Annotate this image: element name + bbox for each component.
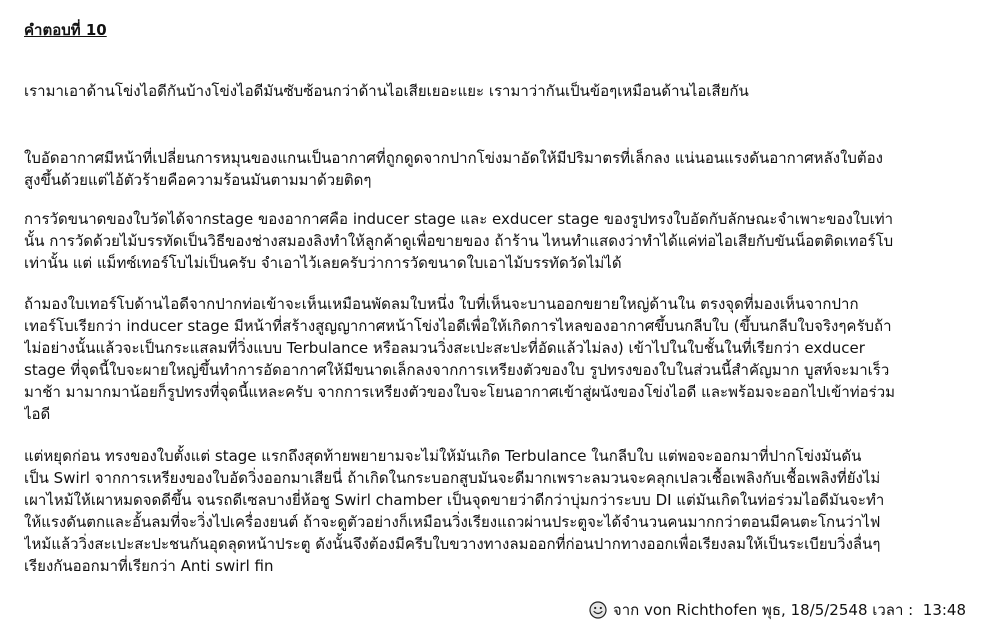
text-line: ถ้ามองใบเทอร์โบด้านไอดีจากปากท่อเข้าจะเห็นเหมือนพัดลมใบหนึ่ง ใบที่เห็นจะบานออกขยายใหญ่ด้านใน ตรงจุดที่มองเห็นจากปาก: [24, 295, 859, 313]
text-line: เรามาเอาด้านโข่งไอดีกันบ้างโข่งไอดีมันซับซ้อนกว่าด้านไอเสียเยอะแยะ เรามาว่ากันเป็นข้อๆเหมือนด้านไอเสียกัน: [24, 82, 749, 100]
text-line: stage ที่จุดนี้ใบจะผายใหญ่ขึ้นทำการอัดอากาศให้มีขนาดเล็กลงจากการเหรียงตัวของใบ รูปทรงของใบในส่วนนี้สำคัญมาก บูสท์จะมาเร็ว: [24, 361, 890, 379]
signature-text: จาก von Richthofen พุธ, 18/5/2548 เวลา : 13:48: [612, 601, 966, 619]
signature-line: [589, 598, 966, 622]
text-line: เทอร์โบเรียกว่า inducer stage มีหน้าที่สร้างสูญญากาศหน้าโข่งไอดีเพื่อให้เกิดการไหลของอากาศขึ้บนกลีบใบ (ขึ้บนกลีบใบจริงๆครับถ้า: [24, 317, 892, 335]
smiley-icon: [589, 601, 607, 619]
text-line: ให้แรงดันตกและอั้นลมที่จะวิ่งไปเครื่องยนต์ ถ้าจะดูตัวอย่างก็เหมือนวิ่งเรียงแถวผ่านประตูจะได้จำนวนคนมากกว่าตอนมีคนตะโกนว่าไฟ: [24, 513, 881, 531]
text-line: ใบอัดอากาศมีหน้าที่เปลี่ยนการหมุนของแกนเป็นอากาศที่ถูกดูดจากปากโข่งมาอัดให้มีปริมาตรที่เล็กลง แน่นอนแรงดันอากาศหลังใบต้อง: [24, 149, 883, 167]
paragraph-anti-swirl: [24, 445, 984, 577]
answer-heading: คำตอบที่ 10: [24, 21, 107, 39]
text-line: ไอดี: [24, 405, 51, 423]
text-line: มาช้า มามากมาน้อยก็รูปทรงที่จุดนี้แหละครับ จากการเหรียงตัวของใบจะโยนอากาศเข้าสู่ผนังของโข่งไอดี และพร้อมจะออกไปเข้าท่อร่วม: [24, 383, 896, 401]
paragraph-inducer-exducer: [24, 293, 984, 425]
text-line: ไหม้แล้ววิ่งสะเปะสะปะชนกันอุดลุดหน้าประตู ดังนั้นจึงต้องมีครีบใบขวางทางลมออกที่ก่อนปากทางออกเพื่อเรียงลมให้เป็นระเบียบวิ่งลื่นๆ: [24, 535, 881, 553]
text-line: เท่านั้น แต่ แม็ทซ์เทอร์โบไม่เป็นครับ จำเอาไว้เลยครับว่าการวัดขนาดใบเอาไม้บรรทัดวัดไม่ได้: [24, 254, 622, 272]
text-line: สูงขึ้นด้วยแต่ไอ้ตัวร้ายคือความร้อนมันตามมาด้วยติดๆ: [24, 171, 372, 189]
paragraph-wheel-measurement: [24, 208, 984, 274]
paragraph-compressor-wheel: [24, 147, 984, 191]
text-line: ไม่อย่างนั้นแล้วจะเป็นกระแสลมที่วิ่งแบบ Terbulance หรือลมวนวิ่งสะเปะสะปะที่อัดแล้วไม่ลง) เข้าไปในใบชั้นในที่เรียกว่า exducer: [24, 339, 865, 357]
paragraph-intro: [24, 80, 984, 102]
text-line: เผาไหม้ให้เผาหมดจดดีขึ้น จนรถดีเซลบางยี่ห้อชู Swirl chamber เป็นจุดขายว่าดีกว่าบุ่มกว่าระบบ DI แต่มันเกิดในท่อร่วมไอดีมันจะทำ: [24, 491, 885, 509]
text-line: เป็น Swirl จากการเหรียงของใบอัดวิ่งออกมาเสียนี่ ถ้าเกิดในกระบอกสูบมันจะดีมากเพราะลมวนจะคลุกเปลวเชื้อเพลิงกับเชื้อเพลิงที่ยังไม่: [24, 469, 881, 487]
text-line: นั้น การวัดด้วยไม้บรรทัดเป็นวิธีของช่างสมองลิงทำให้ลูกค้าดูเพื่อขายของ ถ้าร้าน ไหนทำแสดงว่าทำได้แค่ท่อไอเสียกับขันน็อตติดเทอร์โบ: [24, 232, 894, 250]
text-line: การวัดขนาดของใบวัดได้จากstage ของอากาศคือ inducer stage และ exducer stage ของรูปทรงใบอัดกับลักษณะจำเพาะของใบเท่า: [24, 210, 894, 228]
text-line: แต่หยุดก่อน ทรงของใบตั้งแต่ stage แรกถึงสุดท้ายพยายามจะไม่ให้มันเกิด Terbulance ในกลีบใบ แต่พอจะออกมาที่ปากโข่งมันดัน: [24, 447, 862, 465]
text-line: เรียงกันออกมาที่เรียกว่า Anti swirl fin: [24, 557, 274, 575]
